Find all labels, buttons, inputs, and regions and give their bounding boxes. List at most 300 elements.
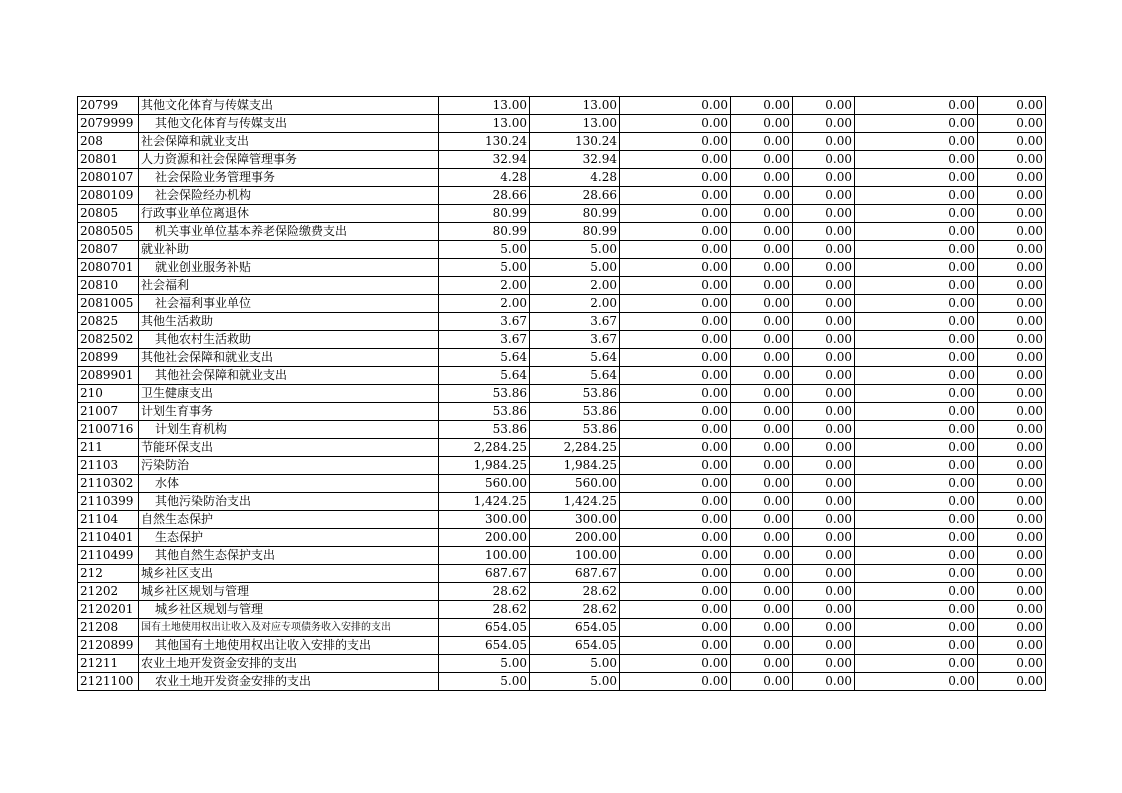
cell-amount: 1,984.25 [530,457,620,475]
table-row [78,529,1046,547]
cell-amount: 0.00 [620,565,731,583]
cell-amount: 5.00 [530,259,620,277]
cell-amount: 1,424.25 [439,493,530,511]
cell-subject-name: 其他农村生活救助 [139,331,439,349]
cell-amount: 0.00 [793,97,855,115]
table-row [78,403,1046,421]
cell-amount: 2.00 [530,295,620,313]
cell-subject-code: 2120899 [78,637,139,655]
cell-amount: 0.00 [978,349,1046,367]
table-row [78,187,1046,205]
cell-amount: 3.67 [439,313,530,331]
cell-amount: 0.00 [731,565,793,583]
cell-subject-name: 其他自然生态保护支出 [139,547,439,565]
cell-subject-code: 210 [78,385,139,403]
cell-amount: 0.00 [793,277,855,295]
budget-table [77,96,1046,691]
cell-amount: 0.00 [620,511,731,529]
cell-amount: 0.00 [620,223,731,241]
cell-subject-name: 其他文化体育与传媒支出 [139,97,439,115]
cell-amount: 0.00 [731,241,793,259]
cell-amount: 0.00 [855,205,978,223]
cell-amount: 53.86 [439,403,530,421]
cell-amount: 0.00 [731,295,793,313]
cell-amount: 0.00 [731,367,793,385]
cell-amount: 654.05 [439,619,530,637]
cell-amount: 0.00 [620,133,731,151]
cell-amount: 0.00 [793,529,855,547]
cell-subject-code: 20899 [78,349,139,367]
cell-subject-name: 城乡社区支出 [139,565,439,583]
table-row [78,295,1046,313]
cell-amount: 0.00 [731,511,793,529]
cell-subject-name: 城乡社区规划与管理 [139,583,439,601]
cell-amount: 0.00 [855,313,978,331]
cell-subject-code: 2121100 [78,673,139,691]
cell-amount: 0.00 [978,619,1046,637]
cell-subject-name: 其他社会保障和就业支出 [139,349,439,367]
cell-amount: 0.00 [855,349,978,367]
table-row [78,493,1046,511]
cell-amount: 0.00 [855,511,978,529]
cell-amount: 0.00 [855,133,978,151]
cell-amount: 0.00 [793,601,855,619]
table-row [78,277,1046,295]
cell-amount: 0.00 [978,583,1046,601]
cell-amount: 0.00 [793,259,855,277]
cell-amount: 0.00 [620,637,731,655]
cell-amount: 0.00 [620,115,731,133]
cell-subject-code: 2079999 [78,115,139,133]
cell-amount: 0.00 [731,529,793,547]
cell-amount: 0.00 [731,493,793,511]
cell-amount: 5.00 [439,673,530,691]
table-row [78,205,1046,223]
cell-amount: 0.00 [978,151,1046,169]
table-row [78,349,1046,367]
cell-subject-name: 社会福利事业单位 [139,295,439,313]
cell-subject-name: 污染防治 [139,457,439,475]
cell-amount: 0.00 [731,403,793,421]
cell-amount: 0.00 [793,421,855,439]
cell-amount: 0.00 [978,385,1046,403]
cell-subject-name: 节能环保支出 [139,439,439,457]
cell-amount: 0.00 [793,385,855,403]
cell-amount: 0.00 [793,637,855,655]
cell-amount: 0.00 [793,403,855,421]
cell-amount: 0.00 [978,655,1046,673]
cell-subject-code: 20801 [78,151,139,169]
cell-amount: 32.94 [530,151,620,169]
cell-amount: 0.00 [620,169,731,187]
cell-amount: 0.00 [978,403,1046,421]
cell-amount: 200.00 [530,529,620,547]
cell-amount: 0.00 [793,349,855,367]
cell-subject-name: 其他社会保障和就业支出 [139,367,439,385]
cell-amount: 0.00 [978,457,1046,475]
cell-subject-code: 20807 [78,241,139,259]
cell-amount: 80.99 [530,223,620,241]
cell-amount: 0.00 [731,385,793,403]
cell-amount: 0.00 [620,331,731,349]
cell-subject-name: 国有土地使用权出让收入及对应专项债务收入安排的支出 [139,619,439,637]
cell-subject-code: 2110499 [78,547,139,565]
cell-amount: 0.00 [978,547,1046,565]
cell-amount: 0.00 [620,367,731,385]
cell-amount: 0.00 [793,295,855,313]
cell-amount: 0.00 [978,169,1046,187]
cell-amount: 0.00 [620,583,731,601]
cell-amount: 0.00 [855,601,978,619]
cell-amount: 0.00 [620,475,731,493]
cell-amount: 0.00 [620,493,731,511]
cell-subject-code: 2100716 [78,421,139,439]
cell-subject-name: 就业创业服务补贴 [139,259,439,277]
cell-subject-name: 社会福利 [139,277,439,295]
cell-subject-code: 20805 [78,205,139,223]
cell-amount: 80.99 [439,205,530,223]
cell-amount: 0.00 [978,331,1046,349]
cell-amount: 5.00 [530,655,620,673]
cell-subject-name: 人力资源和社会保障管理事务 [139,151,439,169]
cell-amount: 0.00 [620,601,731,619]
cell-amount: 0.00 [793,169,855,187]
cell-amount: 130.24 [439,133,530,151]
cell-amount: 0.00 [620,439,731,457]
cell-subject-name: 其他文化体育与传媒支出 [139,115,439,133]
cell-subject-name: 机关事业单位基本养老保险缴费支出 [139,223,439,241]
table-row [78,655,1046,673]
cell-amount: 0.00 [731,97,793,115]
cell-subject-code: 2080109 [78,187,139,205]
cell-subject-code: 212 [78,565,139,583]
cell-amount: 0.00 [855,403,978,421]
cell-amount: 0.00 [793,115,855,133]
cell-amount: 0.00 [855,457,978,475]
cell-amount: 0.00 [855,565,978,583]
cell-amount: 0.00 [978,439,1046,457]
cell-amount: 200.00 [439,529,530,547]
cell-amount: 0.00 [731,313,793,331]
cell-amount: 0.00 [731,331,793,349]
table-row [78,511,1046,529]
cell-amount: 0.00 [793,565,855,583]
cell-subject-code: 20825 [78,313,139,331]
table-row [78,457,1046,475]
cell-amount: 0.00 [855,583,978,601]
cell-subject-code: 20799 [78,97,139,115]
cell-amount: 0.00 [793,241,855,259]
cell-amount: 0.00 [620,619,731,637]
cell-amount: 0.00 [793,223,855,241]
cell-amount: 0.00 [620,151,731,169]
table-row [78,223,1046,241]
cell-amount: 5.00 [530,673,620,691]
cell-amount: 0.00 [731,673,793,691]
cell-subject-name: 其他生活救助 [139,313,439,331]
table-row [78,115,1046,133]
cell-amount: 0.00 [978,259,1046,277]
cell-amount: 5.00 [530,241,620,259]
cell-amount: 0.00 [855,655,978,673]
cell-amount: 0.00 [978,241,1046,259]
table-row [78,331,1046,349]
cell-amount: 28.62 [530,601,620,619]
cell-amount: 0.00 [855,331,978,349]
cell-amount: 80.99 [439,223,530,241]
cell-amount: 687.67 [530,565,620,583]
cell-amount: 0.00 [731,421,793,439]
cell-amount: 0.00 [731,439,793,457]
cell-subject-code: 2110302 [78,475,139,493]
cell-amount: 0.00 [620,313,731,331]
cell-amount: 0.00 [978,187,1046,205]
cell-amount: 0.00 [855,619,978,637]
cell-amount: 0.00 [793,655,855,673]
cell-subject-name: 自然生态保护 [139,511,439,529]
cell-amount: 0.00 [731,205,793,223]
cell-amount: 0.00 [793,511,855,529]
cell-amount: 100.00 [530,547,620,565]
cell-amount: 0.00 [978,493,1046,511]
cell-amount: 0.00 [978,97,1046,115]
cell-amount: 0.00 [620,403,731,421]
cell-subject-name: 行政事业单位离退休 [139,205,439,223]
cell-amount: 0.00 [978,565,1046,583]
cell-amount: 0.00 [793,439,855,457]
cell-amount: 0.00 [731,349,793,367]
cell-amount: 0.00 [620,97,731,115]
table-row [78,439,1046,457]
cell-amount: 0.00 [978,529,1046,547]
table-row [78,313,1046,331]
cell-amount: 0.00 [620,547,731,565]
cell-amount: 0.00 [793,583,855,601]
cell-amount: 0.00 [731,619,793,637]
cell-amount: 1,424.25 [530,493,620,511]
cell-subject-code: 21103 [78,457,139,475]
cell-amount: 2.00 [439,295,530,313]
table-row [78,241,1046,259]
table-row [78,547,1046,565]
cell-amount: 28.62 [530,583,620,601]
cell-amount: 53.86 [439,421,530,439]
cell-amount: 53.86 [439,385,530,403]
cell-amount: 0.00 [731,475,793,493]
cell-amount: 0.00 [731,601,793,619]
cell-amount: 28.66 [439,187,530,205]
cell-amount: 13.00 [439,115,530,133]
cell-amount: 5.64 [439,367,530,385]
table-row [78,601,1046,619]
cell-subject-code: 21202 [78,583,139,601]
cell-amount: 0.00 [731,259,793,277]
cell-amount: 13.00 [439,97,530,115]
cell-subject-name: 就业补助 [139,241,439,259]
cell-subject-name: 农业土地开发资金安排的支出 [139,655,439,673]
cell-amount: 0.00 [731,169,793,187]
cell-amount: 0.00 [978,367,1046,385]
cell-amount: 53.86 [530,385,620,403]
table-row [78,151,1046,169]
cell-amount: 5.64 [439,349,530,367]
cell-amount: 0.00 [793,331,855,349]
cell-amount: 0.00 [793,673,855,691]
cell-subject-code: 21208 [78,619,139,637]
cell-amount: 3.67 [439,331,530,349]
table-row [78,367,1046,385]
cell-amount: 0.00 [855,241,978,259]
cell-amount: 0.00 [855,637,978,655]
cell-amount: 0.00 [793,493,855,511]
table-row [78,421,1046,439]
table-row [78,637,1046,655]
cell-subject-name: 计划生育事务 [139,403,439,421]
cell-amount: 3.67 [530,331,620,349]
cell-amount: 0.00 [731,457,793,475]
cell-amount: 687.67 [439,565,530,583]
cell-subject-name: 计划生育机构 [139,421,439,439]
cell-amount: 0.00 [731,277,793,295]
cell-amount: 0.00 [978,673,1046,691]
cell-subject-code: 2110399 [78,493,139,511]
cell-subject-name: 生态保护 [139,529,439,547]
cell-amount: 0.00 [855,385,978,403]
cell-amount: 0.00 [855,529,978,547]
cell-amount: 0.00 [855,367,978,385]
table-row [78,565,1046,583]
cell-amount: 0.00 [978,421,1046,439]
cell-amount: 0.00 [978,637,1046,655]
cell-subject-code: 2080107 [78,169,139,187]
cell-amount: 4.28 [530,169,620,187]
cell-amount: 32.94 [439,151,530,169]
cell-amount: 0.00 [620,187,731,205]
cell-amount: 5.00 [439,241,530,259]
table-row [78,133,1046,151]
cell-subject-code: 211 [78,439,139,457]
cell-subject-code: 2080701 [78,259,139,277]
cell-amount: 0.00 [855,547,978,565]
cell-amount: 28.66 [530,187,620,205]
cell-amount: 28.62 [439,601,530,619]
cell-amount: 0.00 [978,205,1046,223]
cell-amount: 0.00 [855,259,978,277]
cell-amount: 2.00 [530,277,620,295]
cell-subject-code: 208 [78,133,139,151]
cell-amount: 0.00 [731,115,793,133]
cell-amount: 0.00 [978,115,1046,133]
cell-amount: 0.00 [793,475,855,493]
cell-subject-name: 社会保险业务管理事务 [139,169,439,187]
cell-subject-code: 21007 [78,403,139,421]
cell-subject-name: 城乡社区规划与管理 [139,601,439,619]
cell-subject-name: 其他国有土地使用权出让收入安排的支出 [139,637,439,655]
cell-subject-code: 21211 [78,655,139,673]
cell-amount: 0.00 [731,133,793,151]
cell-amount: 5.64 [530,367,620,385]
cell-amount: 654.05 [439,637,530,655]
cell-subject-code: 2082502 [78,331,139,349]
cell-amount: 2,284.25 [530,439,620,457]
cell-amount: 0.00 [731,151,793,169]
cell-amount: 3.67 [530,313,620,331]
cell-subject-name: 社会保险经办机构 [139,187,439,205]
cell-amount: 0.00 [855,187,978,205]
cell-subject-name: 卫生健康支出 [139,385,439,403]
cell-amount: 0.00 [855,277,978,295]
cell-amount: 0.00 [620,205,731,223]
cell-amount: 0.00 [855,673,978,691]
cell-amount: 560.00 [439,475,530,493]
cell-amount: 0.00 [978,295,1046,313]
cell-amount: 13.00 [530,97,620,115]
cell-amount: 0.00 [793,547,855,565]
cell-amount: 28.62 [439,583,530,601]
cell-amount: 0.00 [731,547,793,565]
cell-amount: 0.00 [855,295,978,313]
cell-amount: 53.86 [530,421,620,439]
budget-table-body [78,97,1046,691]
cell-amount: 0.00 [793,619,855,637]
cell-amount: 0.00 [793,151,855,169]
cell-amount: 0.00 [855,475,978,493]
cell-amount: 0.00 [978,475,1046,493]
cell-amount: 0.00 [793,457,855,475]
cell-amount: 0.00 [855,151,978,169]
cell-subject-code: 2081005 [78,295,139,313]
cell-amount: 0.00 [620,349,731,367]
cell-amount: 0.00 [855,493,978,511]
cell-amount: 0.00 [978,223,1046,241]
cell-amount: 0.00 [620,385,731,403]
cell-amount: 0.00 [978,277,1046,295]
cell-amount: 0.00 [793,313,855,331]
cell-amount: 560.00 [530,475,620,493]
table-row [78,169,1046,187]
cell-amount: 130.24 [530,133,620,151]
cell-amount: 300.00 [530,511,620,529]
cell-amount: 1,984.25 [439,457,530,475]
cell-amount: 0.00 [620,673,731,691]
cell-subject-code: 2120201 [78,601,139,619]
cell-amount: 2.00 [439,277,530,295]
cell-subject-code: 2089901 [78,367,139,385]
table-row [78,259,1046,277]
cell-amount: 100.00 [439,547,530,565]
cell-amount: 0.00 [731,637,793,655]
cell-amount: 0.00 [620,241,731,259]
cell-subject-name: 水体 [139,475,439,493]
table-row [78,97,1046,115]
cell-subject-code: 2080505 [78,223,139,241]
cell-amount: 80.99 [530,205,620,223]
cell-subject-code: 21104 [78,511,139,529]
cell-amount: 0.00 [620,457,731,475]
cell-amount: 53.86 [530,403,620,421]
cell-amount: 0.00 [620,655,731,673]
cell-amount: 0.00 [978,601,1046,619]
cell-amount: 0.00 [793,367,855,385]
cell-subject-name: 社会保障和就业支出 [139,133,439,151]
cell-amount: 300.00 [439,511,530,529]
cell-amount: 0.00 [731,583,793,601]
cell-amount: 0.00 [855,439,978,457]
cell-amount: 0.00 [855,97,978,115]
cell-amount: 0.00 [731,223,793,241]
table-row [78,673,1046,691]
cell-amount: 654.05 [530,637,620,655]
